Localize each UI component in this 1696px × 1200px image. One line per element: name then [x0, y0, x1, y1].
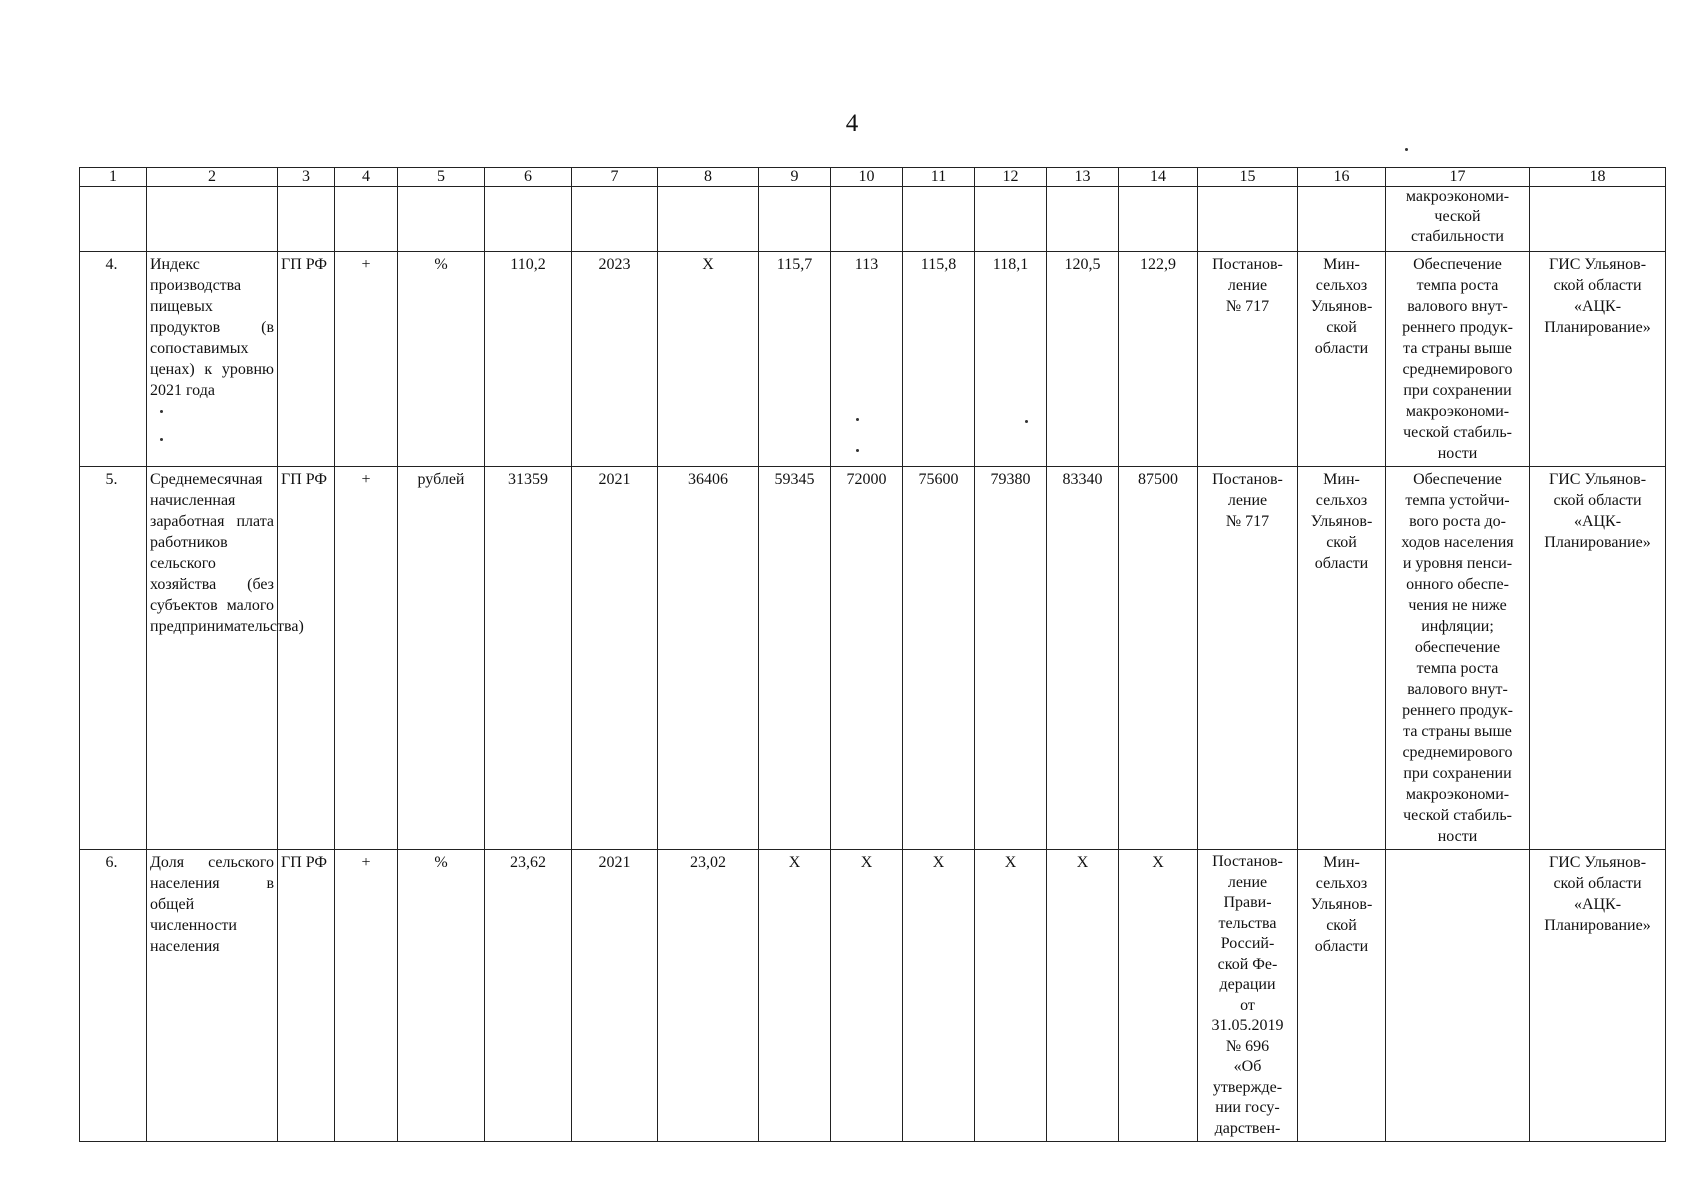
value-cell: 72000	[831, 467, 903, 850]
value-cell: X	[903, 850, 975, 1142]
page-number: 4	[845, 110, 859, 137]
header-cell: 7	[572, 168, 658, 187]
system-cell: ГИС Ульянов- ской области «АЦК- Планирование»	[1530, 850, 1666, 1142]
header-cell: 17	[1386, 168, 1530, 187]
value-cell: 115,8	[903, 252, 975, 467]
value-cell: 83340	[1047, 467, 1119, 850]
continuation-row	[80, 187, 1666, 252]
system-cell: ГИС Ульянов- ской области «АЦК- Планирование»	[1530, 467, 1666, 850]
indicators-table	[79, 167, 1666, 1142]
table-row	[80, 467, 1666, 850]
value-cell: 122,9	[1119, 252, 1198, 467]
document-cell: Постанов- ление № 717	[1198, 252, 1298, 467]
value-cell: 113	[831, 252, 903, 467]
indicator-name: Индекс производства пищевых продуктов (в сопоставимых ценах) к уровню 2021 года	[147, 252, 278, 467]
goal-cell	[1386, 850, 1530, 1142]
header-cell: 10	[831, 168, 903, 187]
value-cell: 79380	[975, 467, 1047, 850]
value-cell: 75600	[903, 467, 975, 850]
value-cell: 87500	[1119, 467, 1198, 850]
document-cell: Постанов- ление Прави- тельства Россий- ской Фе- дерации от 31.05.2019 № 696 «Об утвержде- нии госу- дарствен-	[1198, 850, 1298, 1142]
indicator-name: Среднемесячная начисленная заработная плата работников сельского хозяйства (без субъектов малого предпринимательства)	[147, 467, 278, 850]
base-value-cell: 23,62	[485, 850, 572, 1142]
responsible-cell: Мин- сельхоз Ульянов- ской области	[1298, 467, 1386, 850]
header-cell: 2	[147, 168, 278, 187]
value-cell: X	[1047, 850, 1119, 1142]
base-value-cell: 31359	[485, 467, 572, 850]
header-cell: 18	[1530, 168, 1666, 187]
goal-cell: Обеспечение темпа устойчи- вого роста до- ходов населения и уровня пенси- онного обеспе- чения не ниже инфляции; обеспечение темпа роста валового внут- реннего продук- та страны выше среднемирового при сохранении макроэкономи- ческой стабиль- ности	[1386, 467, 1530, 850]
system-cell: ГИС Ульянов- ской области «АЦК- Планирование»	[1530, 252, 1666, 467]
header-cell: 16	[1298, 168, 1386, 187]
unit-cell: %	[398, 850, 485, 1142]
goal-cell: Обеспечение темпа роста валового внут- реннего продук- та страны выше среднемирового при сохранении макроэкономи- ческой стабиль- ности	[1386, 252, 1530, 467]
unit-cell: рублей	[398, 467, 485, 850]
source-cell: ГП РФ	[278, 252, 335, 467]
base-year-cell: 2021	[572, 850, 658, 1142]
speck	[1405, 148, 1408, 151]
value-cell: X	[658, 252, 759, 467]
header-cell: 11	[903, 168, 975, 187]
responsible-cell: Мин- сельхоз Ульянов- ской области	[1298, 252, 1386, 467]
base-year-cell: 2023	[572, 252, 658, 467]
table-row	[80, 252, 1666, 467]
document-cell: Постанов- ление № 717	[1198, 467, 1298, 850]
value-cell: 36406	[658, 467, 759, 850]
base-value-cell: 110,2	[485, 252, 572, 467]
header-cell: 13	[1047, 168, 1119, 187]
value-cell: 115,7	[759, 252, 831, 467]
value-cell: X	[975, 850, 1047, 1142]
row-number: 4.	[80, 252, 147, 467]
value-cell: X	[1119, 850, 1198, 1142]
header-cell: 15	[1198, 168, 1298, 187]
unit-cell: %	[398, 252, 485, 467]
header-cell: 4	[335, 168, 398, 187]
value-cell: 59345	[759, 467, 831, 850]
row-number: 5.	[80, 467, 147, 850]
table-row	[80, 850, 1666, 1142]
source-cell: ГП РФ	[278, 850, 335, 1142]
direction-cell: +	[335, 850, 398, 1142]
goal-continuation: макроэкономи- ческой стабильности	[1386, 187, 1530, 252]
value-cell: 23,02	[658, 850, 759, 1142]
value-cell: 120,5	[1047, 252, 1119, 467]
header-cell: 8	[658, 168, 759, 187]
header-cell: 12	[975, 168, 1047, 187]
responsible-cell: Мин- сельхоз Ульянов- ской области	[1298, 850, 1386, 1142]
header-cell: 6	[485, 168, 572, 187]
row-number: 6.	[80, 850, 147, 1142]
direction-cell: +	[335, 252, 398, 467]
direction-cell: +	[335, 467, 398, 850]
header-cell: 5	[398, 168, 485, 187]
header-cell: 1	[80, 168, 147, 187]
value-cell: 118,1	[975, 252, 1047, 467]
header-row	[80, 168, 1666, 187]
header-cell: 9	[759, 168, 831, 187]
indicator-name: Доля сельского населения в общей численности населения	[147, 850, 278, 1142]
header-cell: 14	[1119, 168, 1198, 187]
base-year-cell: 2021	[572, 467, 658, 850]
header-cell: 3	[278, 168, 335, 187]
source-cell: ГП РФ	[278, 467, 335, 850]
value-cell: X	[831, 850, 903, 1142]
value-cell: X	[759, 850, 831, 1142]
